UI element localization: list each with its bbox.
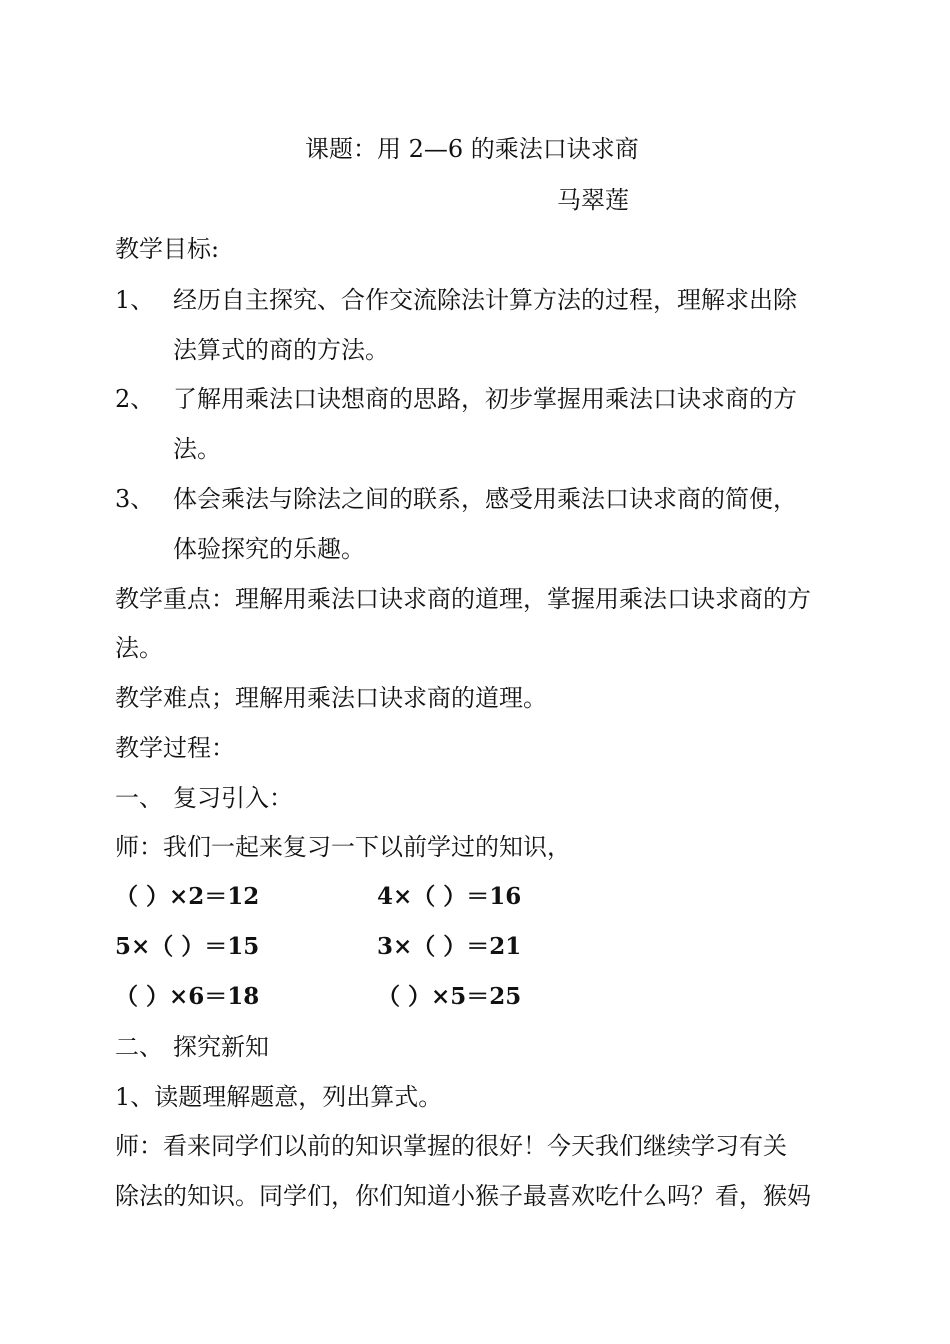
section-number: 一、 xyxy=(115,784,163,812)
objective-text: 了解用乘法口诀想商的思路，初步掌握用乘法口诀求商的方 xyxy=(173,385,797,413)
objectives-heading: 教学目标: xyxy=(115,235,220,263)
section-title: 复习引入： xyxy=(173,784,293,812)
objective-text: 法。 xyxy=(173,435,221,463)
objective-text: 法算式的商的方法。 xyxy=(173,336,389,364)
teacher-line: 师：我们一起来复习一下以前学过的知识， xyxy=(115,833,571,861)
exercise-item: 4×（ ）＝16 xyxy=(377,883,522,910)
teacher-line: 师：看来同学们以前的知识掌握的很好！今天我们继续学习有关 xyxy=(115,1132,787,1160)
difficulty: 教学难点；理解用乘法口诀求商的道理。 xyxy=(115,684,547,712)
objective-number: 2、 xyxy=(115,385,155,413)
teacher-line: 除法的知识。同学们，你们知道小猴子最喜欢吃什么吗？看，猴妈 xyxy=(115,1182,811,1210)
section-number: 二、 xyxy=(115,1033,163,1061)
objective-number: 1、 xyxy=(115,286,155,314)
objective-text: 体会乘法与除法之间的联系，感受用乘法口诀求商的简便， xyxy=(173,485,797,513)
exercise-item: 5×（ ）＝15 xyxy=(115,933,260,960)
exercise-item: （ ）×6＝18 xyxy=(115,983,260,1010)
objective-number: 3、 xyxy=(115,485,155,513)
key-point: 教学重点：理解用乘法口诀求商的道理，掌握用乘法口诀求商的方 xyxy=(115,585,811,613)
exercise-item: （ ）×5＝25 xyxy=(377,983,522,1010)
step-line: 1、读题理解题意，列出算式。 xyxy=(115,1083,443,1111)
exercise-item: （ ）×2＝12 xyxy=(115,883,260,910)
page-title: 课题：用 2—6 的乘法口诀求商 xyxy=(305,135,639,163)
section-title: 探究新知 xyxy=(173,1033,269,1061)
process-heading: 教学过程： xyxy=(115,734,235,762)
objective-text: 经历自主探究、合作交流除法计算方法的过程，理解求出除 xyxy=(173,286,797,314)
objective-text: 体验探究的乐趣。 xyxy=(173,535,365,563)
exercise-item: 3×（ ）＝21 xyxy=(377,933,522,960)
author-name: 马翠莲 xyxy=(557,186,629,214)
key-point: 法。 xyxy=(115,634,163,662)
